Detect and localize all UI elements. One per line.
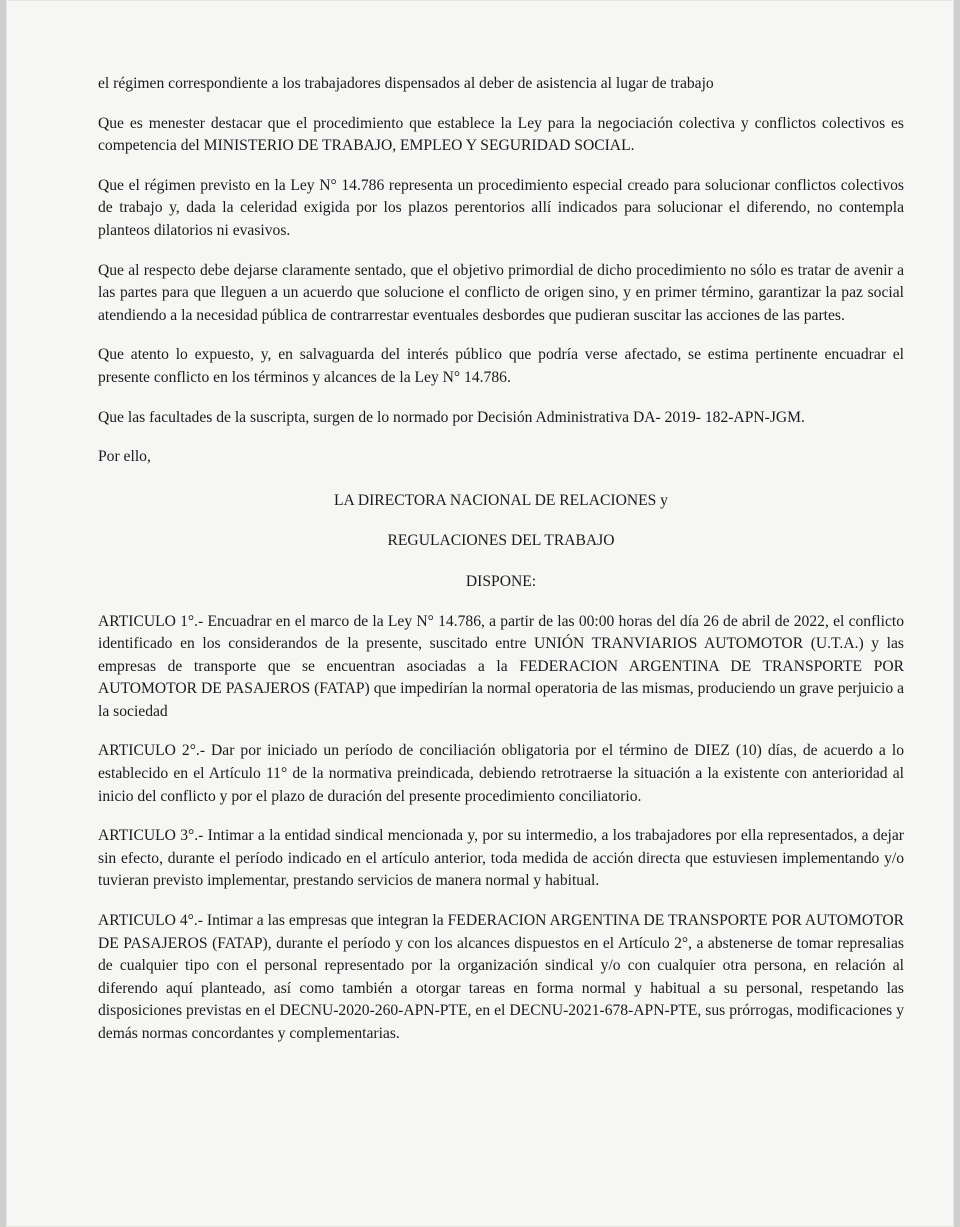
article-4: ARTICULO 4°.- Intimar a las empresas que integran la FEDERACION ARGENTINA DE TRANSPORTE POR AUTOMOTOR DE PASAJEROS (FATAP), durante el período y con los alcances dispuestos en el Artículo 2°, a abstenerse de tomar represalias de cualquier tipo con el personal representado por la organización sindical y/o con cualquier otra persona, en relación al diferendo aquí planteado, así como también a otorgar tareas en forma normal y habitual a su personal, respetando las disposiciones previstas en el DECNU-2020-260-APN-PTE, en el DECNU-2021-678-APN-PTE, sus prórrogas, modificaciones y demás normas concordantes y complementarias. (98, 912, 904, 1042)
paragraph-regimen: el régimen correspondiente a los trabajadores dispensados al deber de asistencia al lugar de trabajo (98, 75, 714, 92)
article-2: ARTICULO 2°.- Dar por iniciado un período de conciliación obligatoria por el término de DIEZ (10) días, de acuerdo a lo establecido en el Artículo 11° de la normativa preindicada, debiendo retrotraerse la situación a la existente con anterioridad al inicio del conflicto y por el plazo de duración del presente procedimiento conciliatorio. (98, 742, 904, 805)
heading-dispone: DISPONE: (465, 572, 537, 590)
document-page (6, 0, 954, 1227)
paragraph-por-ello: Por ello, (98, 448, 151, 466)
paragraph-objetivo: Que al respecto debe dejarse claramente sentado, que el objetivo primordial de dicho procedimiento no sólo es tratar de avenir a las partes para que lleguen a un acuerdo que solucione el conflicto de origen sino, y en primer término, garantizar la paz social atendiendo a la necesidad pública de contrarrestar eventuales desbordes que pudieran suscitar las acciones de las partes. (98, 261, 904, 324)
paragraph-ley-14786: Que el régimen previsto en la Ley N° 14.786 representa un procedimiento especial creado para solucionar conflictos colectivos de trabajo y, dada la celeridad exigida por los plazos perentorios allí indicados para solucionar el diferendo, no contempla planteos dilatorios ni evasivos. (98, 176, 904, 239)
document-body (98, 73, 904, 1046)
paragraph-atento: Que atento lo expuesto, y, en salvaguarda del interés público que podría verse afectado, se estima pertinente encuadrar el presente conflicto en los términos y alcances de la Ley N° 14.786. (98, 346, 904, 386)
article-1: ARTICULO 1°.- Encuadrar en el marco de la Ley N° 14.786, a partir de las 00:00 horas del día 26 de abril de 2022, el conflicto identificado en los considerandos de la presente, suscitado entre UNIÓN TRANVIARIOS AUTOMOTOR (U.T.A.) y las empresas de transporte que se encuentran asociadas a la FEDERACION ARGENTINA DE TRANSPORTE POR AUTOMOTOR DE PASAJEROS (FATAP) que impedirían la normal operatoria de las mismas, produciendo un grave perjuicio a la sociedad (98, 612, 904, 720)
paragraph-menester: Que es menester destacar que el procedimiento que establece la Ley para la negociación colectiva y conflictos colectivos es competencia del MINISTERIO DE TRABAJO, EMPLEO Y SEGURIDAD SOCIAL. (98, 114, 904, 155)
paragraph-facultades: Que las facultades de la suscripta, surgen de lo normado por Decisión Administrativa DA- 2019- 182-APN-JGM. (98, 408, 805, 426)
heading-directora: LA DIRECTORA NACIONAL DE RELACIONES y (334, 491, 668, 509)
heading-regulaciones: REGULACIONES DEL TRABAJO (387, 532, 615, 550)
article-3: ARTICULO 3°.- Intimar a la entidad sindical mencionada y, por su intermedio, a los trabajadores por ella representados, a dejar sin efecto, durante el período indicado en el artículo anterior, toda medida de acción directa que estuviesen implementando y/o tuvieran previsto implementar, prestando servicios de manera normal y habitual. (98, 827, 904, 890)
